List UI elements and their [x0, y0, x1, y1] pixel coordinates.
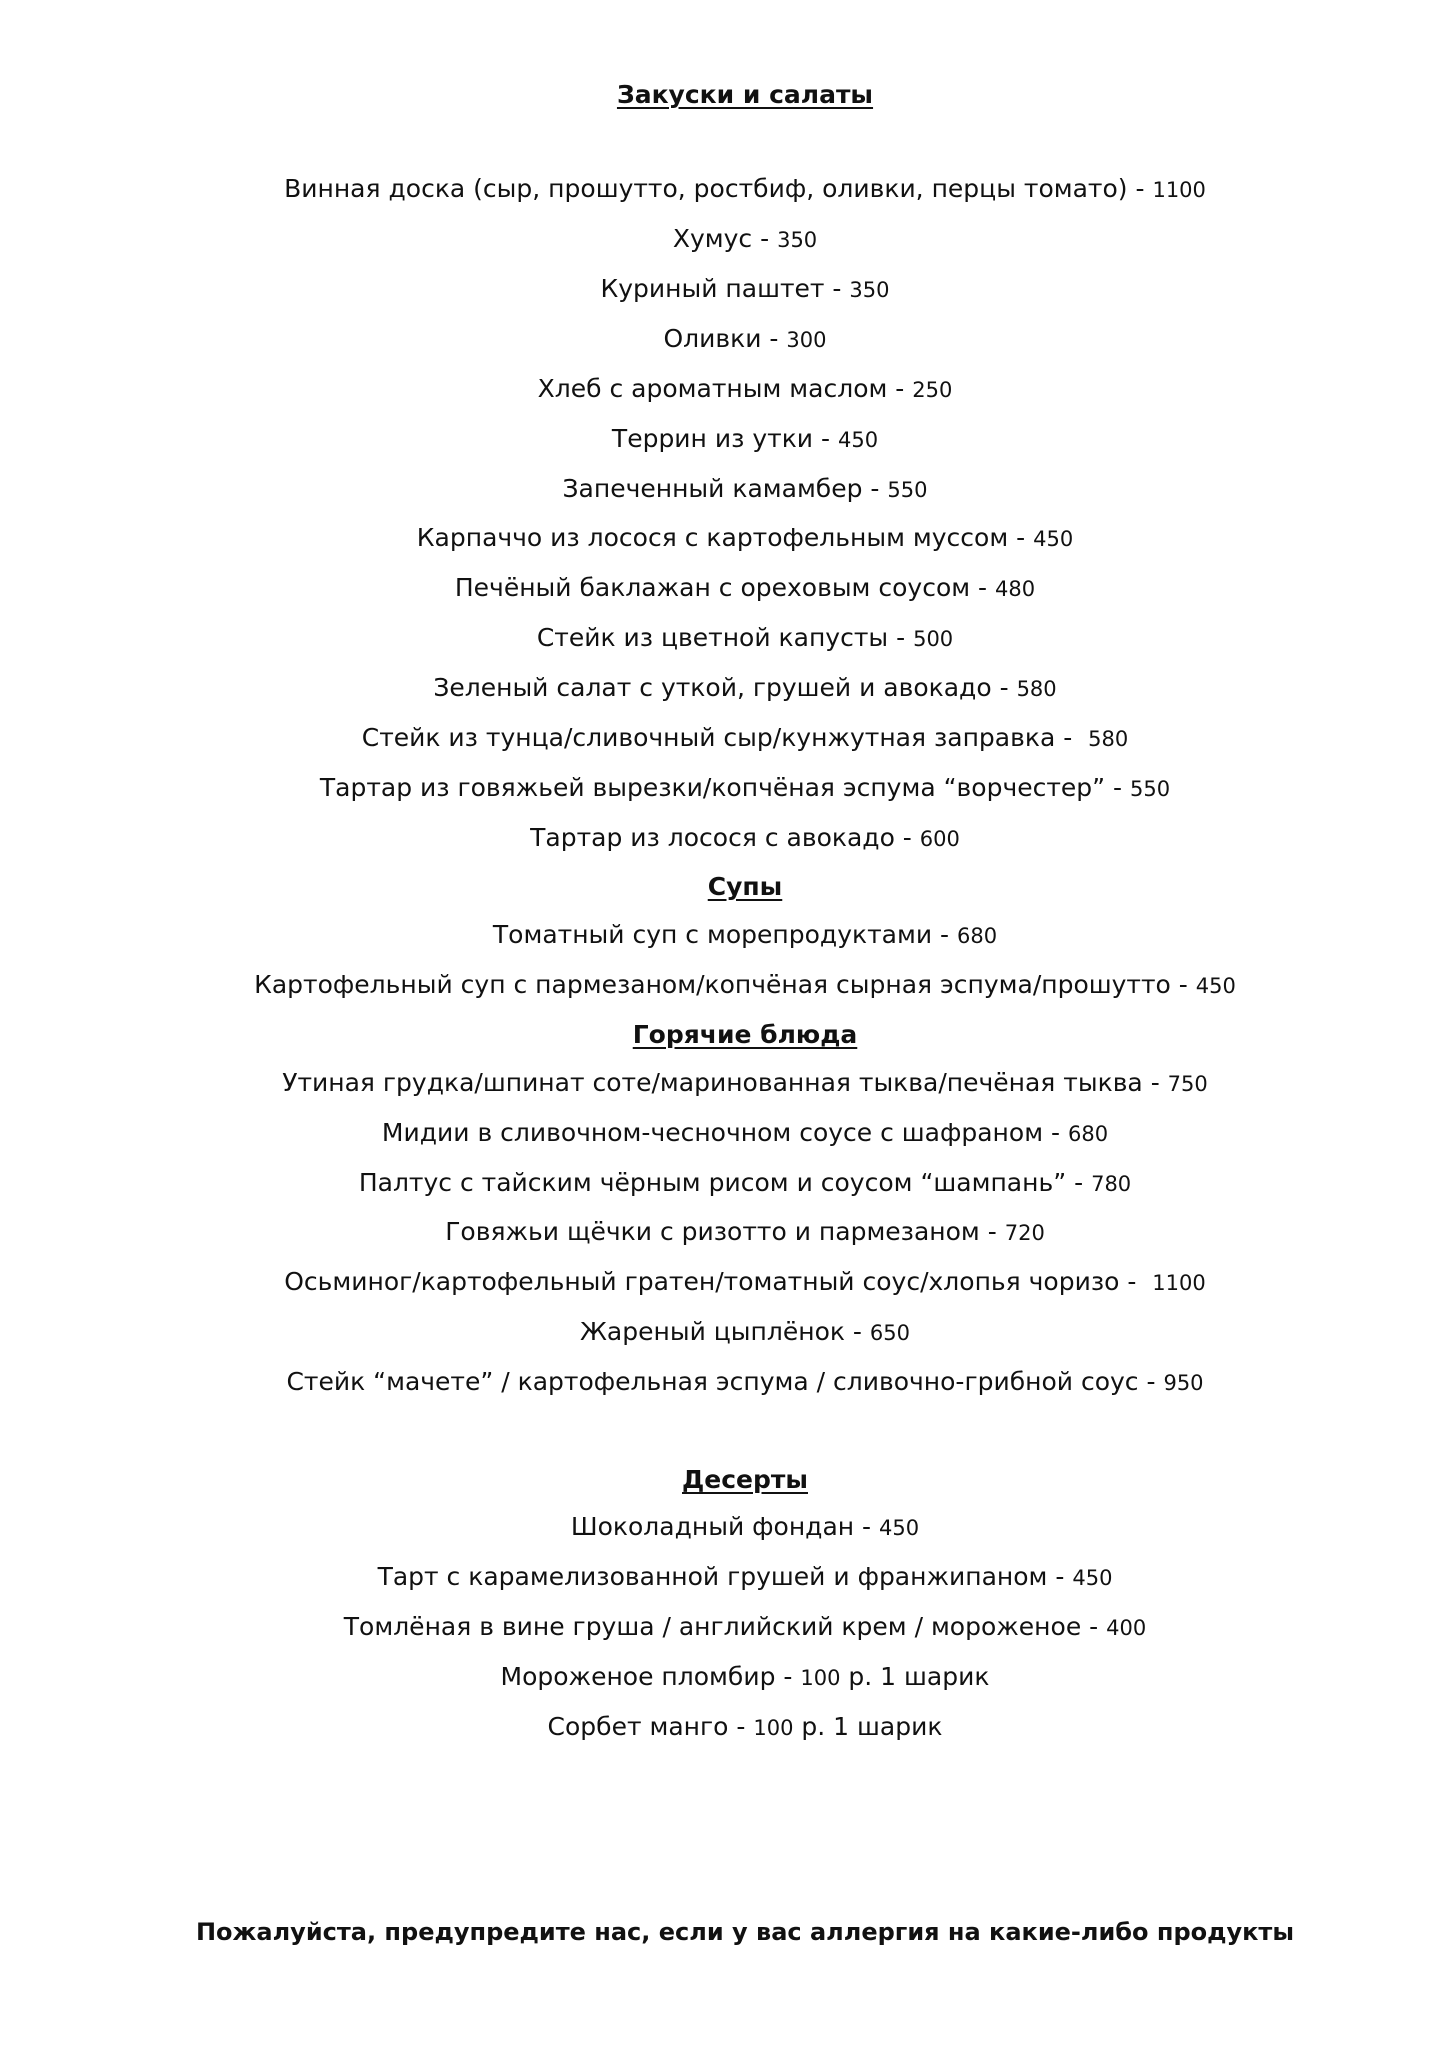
item-name: Томатный суп с морепродуктами - — [492, 920, 950, 949]
item-unit: р. 1 шарик — [848, 1662, 990, 1691]
menu-item — [0, 968, 1447, 1003]
item-price: 450 — [837, 428, 879, 452]
item-price: 650 — [869, 1321, 910, 1345]
item-name: Зеленый салат с уткой, грушей и авокадо - — [433, 673, 1009, 702]
section-title-soups: Супы — [707, 872, 783, 901]
menu-item — [0, 771, 1447, 806]
item-price: 550 — [1130, 777, 1171, 801]
item-price: 600 — [919, 827, 960, 851]
item-name: Стейк “мачете” / картофельная эспума / сливочно-грибной соус - — [286, 1367, 1156, 1396]
item-price: 1100 — [1152, 178, 1206, 202]
item-price: 950 — [1163, 1371, 1204, 1395]
menu-item — [0, 1660, 1447, 1695]
item-price: 450 — [1033, 527, 1074, 551]
item-name: Утиная грудка/шпинат соте/маринованная тыква/печёная тыква - — [282, 1068, 1160, 1097]
section-title-hot-dishes: Горячие блюда — [632, 1020, 858, 1049]
item-name: Палтус с тайским чёрным рисом и соусом “шампань” - — [358, 1168, 1084, 1197]
menu-item — [0, 918, 1447, 953]
item-name: Сорбет манго - — [547, 1712, 746, 1741]
section-title-desserts: Десерты — [682, 1465, 808, 1494]
section-title-appetizers: Закуски и салаты — [616, 80, 874, 109]
menu-item — [0, 322, 1447, 357]
menu-item — [0, 1365, 1447, 1400]
item-price: 500 — [913, 627, 954, 651]
menu-item — [0, 1315, 1447, 1350]
item-name: Тартар из говяжьей вырезки/копчёная эспума “ворчестер” - — [319, 773, 1123, 802]
menu-item — [0, 222, 1447, 257]
item-price: 350 — [849, 278, 890, 302]
item-price: 100 — [800, 1666, 841, 1690]
item-price: 450 — [1195, 974, 1236, 998]
item-name: Тарт с карамелизованной грушей и франжипаном - — [377, 1562, 1065, 1591]
item-price: 680 — [1067, 1122, 1109, 1146]
item-price: 580 — [1016, 677, 1057, 701]
item-name: Картофельный суп с пармезаном/копчёная сырная эспума/прошутто - — [254, 970, 1188, 999]
item-name: Томлёная в вине груша / английский крем / мороженое - — [343, 1612, 1099, 1641]
menu-item — [0, 571, 1447, 606]
item-price: 680 — [957, 924, 998, 948]
menu-item — [0, 1166, 1447, 1201]
menu-item — [0, 1265, 1447, 1300]
item-price: 450 — [1072, 1566, 1113, 1590]
menu-item — [0, 1510, 1447, 1545]
item-name: Карпаччо из лосося с картофельным муссом - — [416, 523, 1026, 552]
item-name: Винная доска (сыр, прошутто, ростбиф, оливки, перцы томато) - — [284, 174, 1145, 203]
menu-item — [0, 671, 1447, 706]
item-price: 300 — [786, 328, 827, 352]
menu-item — [0, 172, 1447, 207]
menu-item — [0, 422, 1447, 457]
item-name: Жареный цыплёнок - — [580, 1317, 862, 1346]
menu-item — [0, 472, 1447, 507]
item-price: 250 — [912, 378, 953, 402]
item-name: Печёный баклажан с ореховым соусом - — [454, 573, 988, 602]
menu-item — [0, 1710, 1447, 1745]
item-name: Террин из утки - — [611, 424, 831, 453]
item-price: 780 — [1091, 1172, 1132, 1196]
item-name: Шоколадный фондан - — [570, 1512, 872, 1541]
item-price: 100 — [753, 1716, 794, 1740]
item-name: Запеченный камамбер - — [562, 474, 880, 503]
item-price: 580 — [1088, 727, 1129, 751]
item-price: 550 — [887, 478, 928, 502]
item-price: 480 — [995, 577, 1036, 601]
item-price: 450 — [879, 1516, 920, 1540]
item-name: Хумус - — [672, 224, 770, 253]
item-name: Стейк из цветной капусты - — [536, 623, 906, 652]
menu-item — [0, 1116, 1447, 1151]
item-unit: р. 1 шарик — [801, 1712, 943, 1741]
menu-item — [0, 1066, 1447, 1101]
item-name: Говяжьи щёчки с ризотто и пармезаном - — [445, 1217, 997, 1246]
menu-item — [0, 821, 1447, 856]
item-price: 350 — [777, 228, 818, 252]
item-name: Мидии в сливочном-чесночном соусе с шафраном - — [381, 1118, 1061, 1147]
menu-item — [0, 1560, 1447, 1595]
item-price: 400 — [1106, 1616, 1147, 1640]
menu-item — [0, 521, 1447, 556]
item-name: Куриный паштет - — [600, 274, 842, 303]
item-price: 720 — [1004, 1221, 1045, 1245]
menu-item — [0, 1610, 1447, 1645]
menu-item — [0, 272, 1447, 307]
item-name: Стейк из тунца/сливочный сыр/кунжутная заправка - — [361, 723, 1073, 752]
item-name: Осьминог/картофельный гратен/томатный соус/хлопья чоризо - — [284, 1267, 1137, 1296]
item-name: Мороженое пломбир - — [500, 1662, 793, 1691]
item-price: 750 — [1167, 1072, 1208, 1096]
menu-item — [0, 372, 1447, 407]
menu-item — [0, 721, 1447, 756]
menu-item — [0, 621, 1447, 656]
item-name: Хлеб с ароматным маслом - — [537, 374, 905, 403]
item-name: Тартар из лосося с авокадо - — [530, 823, 912, 852]
menu-item — [0, 1215, 1447, 1250]
allergy-notice: Пожалуйста, предупредите нас, если у вас аллергия на какие-либо продукты — [195, 1918, 1295, 1946]
item-name: Оливки - — [663, 324, 779, 353]
item-price: 1100 — [1152, 1271, 1206, 1295]
